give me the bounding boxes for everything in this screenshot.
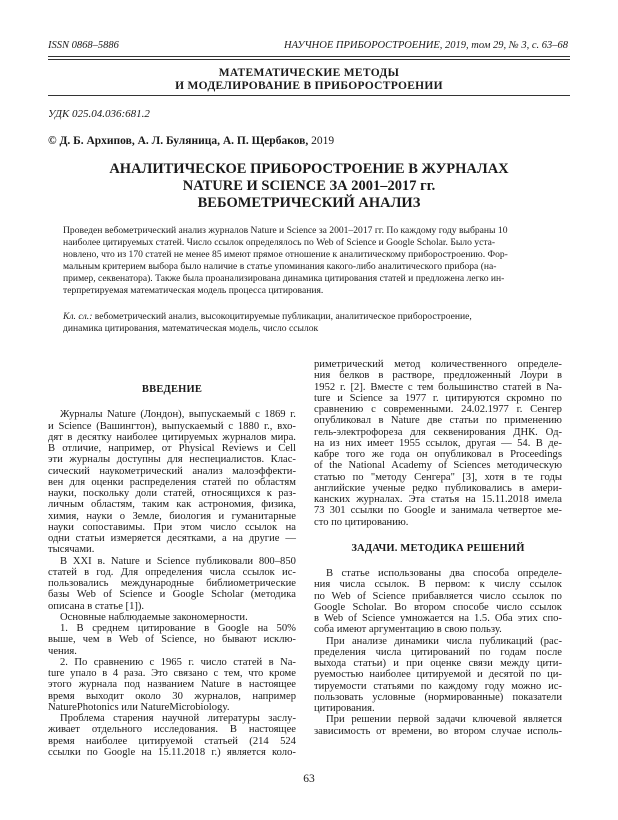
authors-line	[48, 135, 334, 147]
right-column-text-bottom	[314, 568, 562, 737]
text-line: гель-электрофореза для секвенирования ДНК. Од-	[314, 426, 562, 438]
publication-year: 2019	[308, 135, 335, 147]
text-line: руемостью наиболее цитируемой и десятой по ци-	[314, 669, 562, 681]
text-line: дят в десятку наиболее цитируемых журналов мира.	[48, 431, 296, 443]
section-heading-tasks: ЗАДАЧИ. МЕТОДИКА РЕШЕНИЙ	[351, 542, 525, 554]
keywords-text: динамика цитирования, математическая модель, число ссылок	[63, 323, 319, 335]
text-line: личным областям, таким как астрономия, физика,	[48, 499, 296, 511]
text-line: of the National Academy of Sciences методическую	[314, 460, 562, 472]
page-number: 63	[303, 773, 315, 785]
text-line: выше, чем в Web of Science, но бывают исклю-	[48, 634, 296, 646]
text-line: пользовались международные библиометрические	[48, 578, 296, 589]
text-line: Проблема старения научной литературы заслу-	[60, 713, 296, 724]
text-line: этого журнала под названием Nature в настоящее	[48, 679, 296, 691]
text-line: Основные наблюдаемые закономерности.	[60, 611, 248, 623]
text-line: тысячами.	[48, 544, 95, 556]
text-line: на из них имеет 1955 ссылок, другая — 54. В де-	[314, 437, 562, 449]
title-line: NATURE И SCIENCE ЗА 2001–2017 гг.	[182, 178, 436, 194]
text-line: канских журналах. Эта статья на 15.11.2018 имела	[314, 494, 562, 505]
abstract-line: новлено, что из 170 статей не менее 85 имеют прямое отношение к аналитическому приборостроению. Фор-	[63, 249, 508, 261]
text-line: английские ученые редко публиковались в амери-	[314, 482, 562, 494]
abstract-line: терпретируемая математическая модель процесса цитирования.	[63, 285, 324, 297]
text-line: кабре того же года он опубликовал в Proceedings	[314, 449, 562, 460]
text-line: химия, науки о Земле, биология и гуманитарные	[48, 510, 296, 522]
text-line: статью по "методу Сенгера" [3], хотя в те годы	[314, 471, 562, 483]
text-line: В отличие, например, от Physical Reviews и Cell	[48, 443, 296, 454]
text-line: NaturePhotonics или NatureMicrobiology.	[48, 701, 230, 713]
text-line: ture и Science за 1977 г. цитируются скромно по	[314, 392, 562, 404]
text-line: живает отдельного исследования. В настоящее	[48, 724, 296, 736]
text-line: науки сопоставимы. При этом число ссылок на	[48, 521, 296, 533]
text-line: 73 301 ссылки по Google и занимала четвертое ме-	[314, 505, 562, 517]
text-line: ture упало в 4 раза. Это связано с тем, что кроме	[48, 668, 296, 679]
left-column-text	[48, 409, 296, 758]
text-line: вен для оценки распределения статей по областям	[48, 476, 296, 488]
right-column-text-top	[314, 359, 562, 528]
text-line: тируемости статьями по каждому году можно ис-	[314, 680, 562, 692]
text-line: В XXI в. Nature и Science публиковали 800–850	[60, 555, 296, 567]
text-line: описана в статье [1]).	[48, 600, 145, 612]
author-names: Д. Б. Архипов, А. Л. Буляница, А. П. Щербаков,	[59, 135, 309, 147]
keywords-text: вебометрический анализ, высокоцитируемые публикации, аналитическое приборостроение,	[92, 311, 472, 322]
abstract-line: наиболее цитируемых статей. Число ссылок определялось по Web of Science и Google Scholar. Было уста-	[63, 237, 496, 249]
text-line: В статье использованы два способа определе-	[326, 568, 562, 579]
abstract-line: Проведен вебометрический анализ журналов Nature и Science за 2001–2017 гг. По каждому году выбраны 10	[63, 225, 508, 236]
section-title-line2: И МОДЕЛИРОВАНИЕ В ПРИБОРОСТРОЕНИИ	[175, 80, 443, 92]
text-line: в Web of Science умножается на 1.5. Оба этих спо-	[314, 613, 562, 624]
section-title-line1: МАТЕМАТИЧЕСКИЕ МЕТОДЫ	[218, 67, 400, 79]
copyright-symbol: ©	[48, 135, 57, 147]
section-rule	[48, 95, 570, 96]
text-line: опубликовал в Nature две статьи по применению	[314, 415, 562, 427]
text-line: науки, поскольку доли статей, относящихся к раз-	[48, 488, 296, 499]
journal-reference: НАУЧНОЕ ПРИБОРОСТРОЕНИЕ, 2019, том 29, № 3, с. 63–68	[284, 40, 568, 51]
text-line: 2. По сравнению с 1965 г. число статей в Na-	[60, 656, 296, 668]
text-line: 1952 г. [2]. Вместе с тем большинство статей в Na-	[314, 381, 562, 393]
left-column	[48, 384, 296, 758]
abstract-line: мальным критерием выбора было наличие в статье упоминания какого-либо аналитического прибора (на-	[63, 261, 497, 273]
title-line: АНАЛИТИЧЕСКОЕ ПРИБОРОСТРОЕНИЕ В ЖУРНАЛАХ	[109, 161, 509, 177]
text-line: ссылки по Google на 15.11.2018 г.) является коло-	[48, 746, 296, 758]
text-line: и Science (Вашингтон), выпускаемый с 1880 г., вхо-	[48, 420, 296, 432]
text-line: одни статьи измеряется десятками, а на другие —	[48, 533, 296, 544]
header-rule-top	[48, 56, 570, 57]
keywords-label: Кл. сл.:	[63, 311, 93, 322]
keywords	[63, 311, 560, 335]
text-line: цитирования.	[314, 703, 375, 714]
abstract	[63, 225, 560, 298]
text-line: ния числа ссылок. В первом: к числу ссылок	[314, 579, 562, 591]
text-line: сравнению с современными. 24.02.1977 г. Сенгер	[314, 404, 562, 415]
issn: ISSN 0868–5886	[48, 40, 119, 51]
udk-code: УДК 025.04.036:681.2	[48, 108, 150, 120]
section-title	[48, 67, 570, 93]
text-line: пользовать условные (нормированные) показатели	[314, 691, 562, 703]
text-line: зависимость от времени, во втором случае исполь-	[314, 725, 562, 737]
text-line: эти журналы доступны для неспециалистов. Клас-	[48, 454, 296, 466]
text-line: базы Web of Science и Google Scholar (методика	[48, 589, 296, 601]
text-line: ния белков в растворе, предложенный Лоури в	[314, 370, 562, 382]
text-line: пределения числа цитирований по годам после	[314, 646, 562, 658]
section-heading-introduction: ВВЕДЕНИЕ	[141, 384, 203, 395]
article-title	[48, 161, 570, 212]
text-line: При анализе динамики числа публикаций (рас-	[326, 635, 562, 647]
text-line: чения.	[48, 645, 77, 657]
text-line: время выходит около 30 журналов, например	[48, 690, 296, 702]
abstract-line: пример, секвенатора). Также была проанализирована динамика цитирования статей и предложена легко ин-	[63, 273, 505, 285]
text-line: выхода статьи) и при оценке связи между цити-	[314, 658, 562, 669]
right-column	[314, 359, 562, 737]
text-line: 1. В среднем цитирование в Google на 50%	[60, 623, 296, 634]
text-line: статей в год. Для определения числа ссылок ис-	[48, 566, 296, 578]
text-line: по Web of Science прибавляется число ссылок по	[314, 590, 562, 602]
text-line: Журналы Nature (Лондон), выпускаемый с 1869 г.	[60, 409, 296, 421]
text-line: риметрический метод количественного определе-	[314, 359, 562, 370]
header-rule-bottom	[48, 59, 570, 60]
text-line: соба имеют аргументацию в свою пользу.	[314, 624, 502, 636]
text-line: время наиболее цитируемой статьей (214 524	[48, 735, 296, 747]
text-line: сический наукометрический анализ малоэффекти-	[48, 465, 296, 477]
text-line: сто по цитированию.	[314, 516, 409, 528]
text-line: При решении первой задачи ключевой является	[326, 714, 562, 726]
text-line: Google Scholar. Во втором способе число ссылок	[314, 601, 562, 613]
title-line: ВЕБОМЕТРИЧЕСКИЙ АНАЛИЗ	[197, 195, 421, 211]
